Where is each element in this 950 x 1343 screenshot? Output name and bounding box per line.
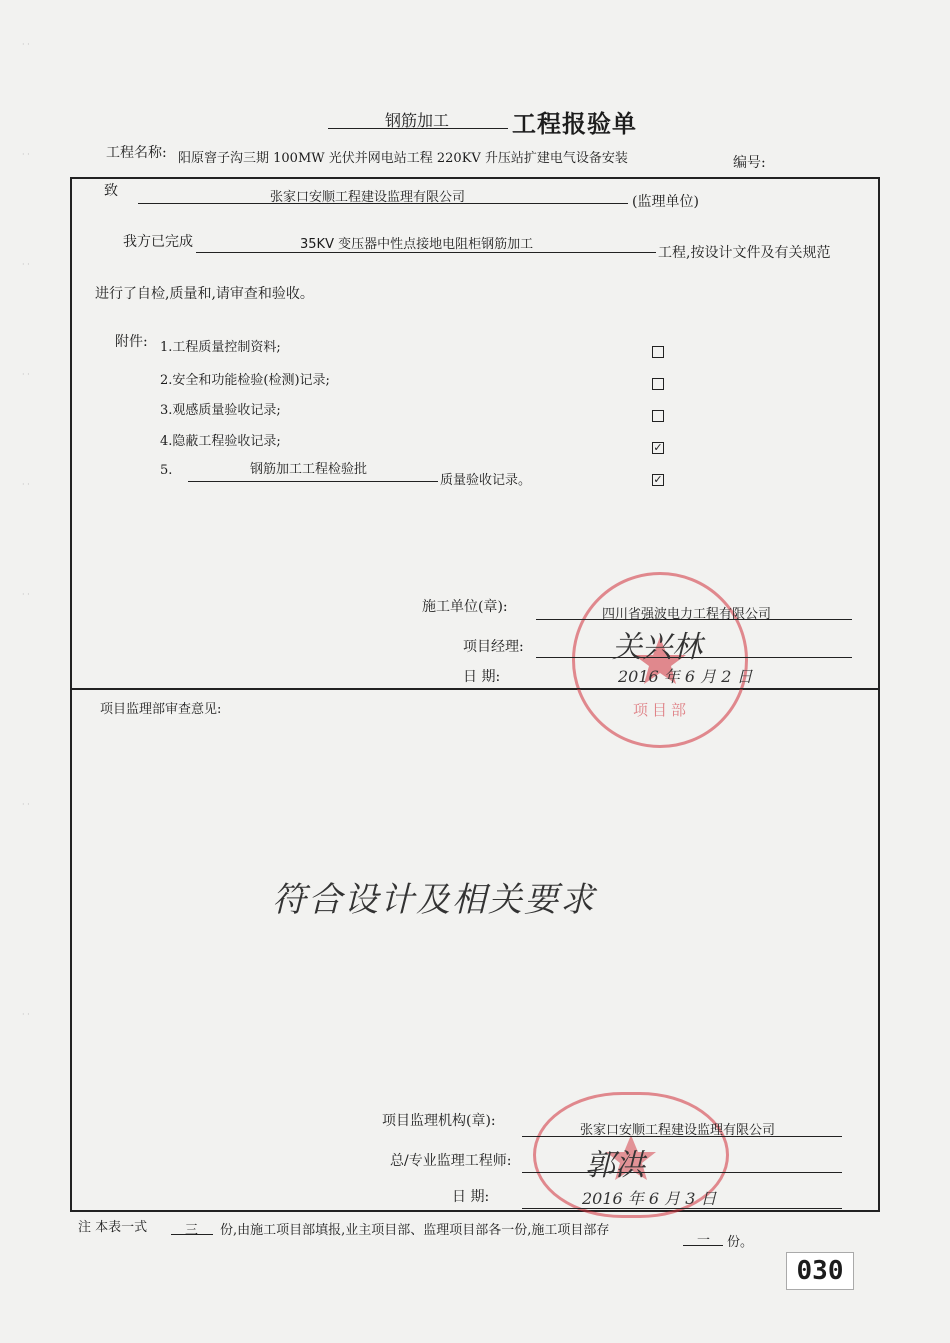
statement-work: 35KV 变压器中性点接地电阻柜钢筋加工 bbox=[300, 237, 534, 252]
attachment-5-fill: 钢筋加工工程检验批 bbox=[250, 462, 368, 477]
footer-note-middle: 份,由施工项目部填报,业主项目部、监理项目部各一份,施工项目部存 bbox=[220, 1223, 610, 1238]
engineer-line bbox=[522, 1172, 842, 1173]
title-prefix: 钢筋加工 bbox=[385, 111, 450, 130]
form-frame bbox=[70, 177, 880, 1212]
checkbox-5[interactable]: ✓ bbox=[653, 473, 663, 486]
checkbox-2[interactable] bbox=[652, 378, 664, 390]
supervisor-org-label: 项目监理机构(章): bbox=[382, 1113, 496, 1129]
scan-mark: · · bbox=[22, 40, 30, 49]
statement-line2: 进行了自检,质量和,请审查和验收。 bbox=[95, 286, 314, 302]
attachment-item-2: 2.安全和功能检验(检测)记录; bbox=[160, 373, 330, 388]
scan-mark: · · bbox=[22, 370, 30, 379]
footer-note-suffix: 份。 bbox=[727, 1235, 754, 1250]
supervisor-date-value: 2016 年 6 月 3 日 bbox=[582, 1189, 717, 1208]
project-label: 工程名称: bbox=[106, 145, 167, 161]
manager-signature: 关兴林 bbox=[612, 630, 702, 665]
contractor-stamp-bottom: 项目部 bbox=[633, 701, 691, 719]
scan-mark: · · bbox=[22, 150, 30, 159]
attachment-item-3: 3.观感质量验收记录; bbox=[160, 403, 281, 418]
attachment-item-1: 1.工程质量控制资料; bbox=[160, 340, 281, 355]
contractor-unit-name: 四川省强波电力工程有限公司 bbox=[602, 607, 772, 622]
engineer-signature: 郭洪 bbox=[585, 1148, 645, 1183]
attachment-item-5: 5. bbox=[160, 463, 173, 478]
statement-line bbox=[196, 252, 656, 253]
contractor-date-line bbox=[536, 688, 852, 689]
addressee-suffix: (监理单位) bbox=[632, 194, 699, 210]
addressee-name: 张家口安顺工程建设监理有限公司 bbox=[270, 190, 466, 205]
statement-suffix: 工程,按设计文件及有关规范 bbox=[658, 245, 831, 261]
scan-mark: · · bbox=[22, 480, 30, 489]
review-opinion: 符合设计及相关要求 bbox=[272, 880, 596, 920]
footer-note-prefix: 注 本表一式 bbox=[78, 1220, 148, 1235]
number-label: 编号: bbox=[733, 155, 766, 171]
review-label: 项目监理部审查意见: bbox=[100, 702, 222, 717]
scan-mark: · · bbox=[22, 260, 30, 269]
project-name: 阳原窨子沟三期 100MW 光伏并网电站工程 220KV 升压站扩建电气设备安装 bbox=[178, 151, 628, 166]
addressee-label: 致 bbox=[104, 183, 118, 199]
supervisor-date-label: 日 期: bbox=[452, 1189, 490, 1205]
supervisor-org-name: 张家口安顺工程建设监理有限公司 bbox=[580, 1123, 776, 1138]
attachment-item-4: 4.隐蔽工程验收记录; bbox=[160, 434, 281, 449]
engineer-label: 总/专业监理工程师: bbox=[390, 1153, 512, 1169]
scan-mark: · · bbox=[22, 590, 30, 599]
contractor-date-label: 日 期: bbox=[463, 669, 501, 685]
checkbox-3[interactable] bbox=[652, 410, 664, 422]
page-title: 工程报验单 bbox=[512, 109, 637, 138]
checkbox-4[interactable]: ✓ bbox=[653, 441, 663, 454]
checkbox-1[interactable] bbox=[652, 346, 664, 358]
page-number: 030 bbox=[786, 1252, 854, 1290]
attachment-5-line bbox=[188, 481, 438, 482]
attachment-5-suffix: 质量验收记录。 bbox=[440, 473, 532, 488]
contractor-date-value: 2016 年 6 月 2 日 bbox=[618, 667, 753, 686]
statement-prefix: 我方已完成 bbox=[123, 234, 193, 250]
footer-keep: 一 bbox=[697, 1233, 711, 1248]
scan-mark: · · bbox=[22, 800, 30, 809]
contractor-unit-label: 施工单位(章): bbox=[422, 599, 508, 615]
attachments-label: 附件: bbox=[115, 334, 148, 350]
scan-mark: · · bbox=[22, 1010, 30, 1019]
footer-copies: 三 bbox=[185, 1223, 199, 1238]
manager-label: 项目经理: bbox=[463, 639, 524, 655]
